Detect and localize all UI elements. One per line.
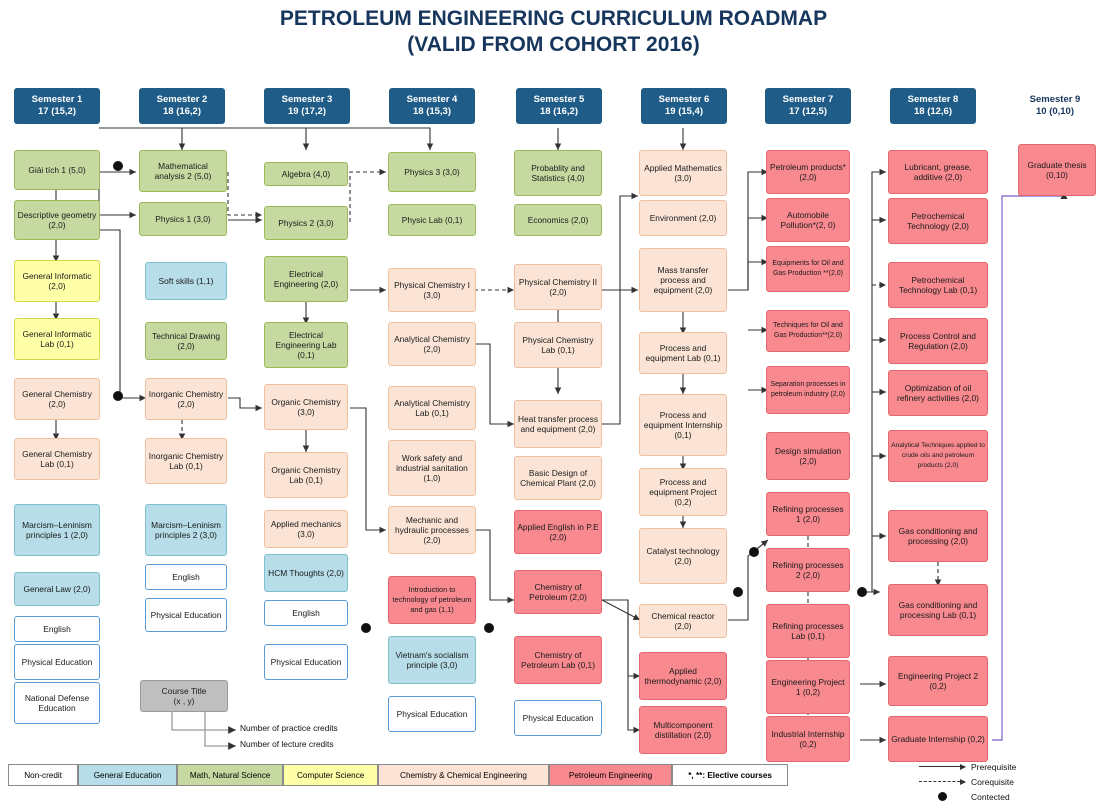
semester-header-7 [765, 88, 851, 124]
course-electrical-engineering[interactable] [264, 256, 348, 302]
course-applied-thermodynamic[interactable] [639, 652, 727, 700]
semester-5-credits: 18 (16,2) [539, 106, 579, 117]
legend-noncredit [8, 764, 78, 786]
course-mass-transfer[interactable] [639, 248, 727, 312]
course-physical-chemistry-lab[interactable] [514, 322, 602, 368]
course-label: Physical Education [270, 657, 342, 667]
course-english-s1[interactable] [14, 616, 100, 642]
course-graduate-thesis[interactable] [1018, 144, 1096, 196]
course-hcm-thoughts[interactable] [264, 554, 348, 592]
legend-label: *, **: Elective courses [688, 770, 772, 780]
course-economics[interactable] [514, 204, 602, 236]
course-physical-education-s4[interactable] [388, 696, 476, 732]
course-label: Applied thermodynamic (2,0) [644, 666, 722, 686]
course-electrical-engineering-lab[interactable] [264, 322, 348, 368]
course-label: Environment (2,0) [649, 213, 717, 223]
course-refining-processes-lab[interactable] [766, 604, 850, 658]
legend-label: Petroleum Engineering [568, 770, 653, 780]
course-vietnam-socialism-principle[interactable] [388, 636, 476, 684]
course-organic-chemistry[interactable] [264, 384, 348, 430]
course-label: Soft skills (1,1) [158, 276, 214, 286]
course-label: Automobile Pollution*(2, 0) [780, 210, 836, 230]
course-label: Industrial Internship (0,2) [771, 729, 845, 749]
legend-elective-note [672, 764, 788, 786]
course-automobile-pollution[interactable] [766, 198, 850, 242]
semester-header-3 [264, 88, 350, 124]
course-label: Refining processes 2 (2,0) [772, 560, 844, 580]
course-label: Engineering Project 2 (0,2) [897, 671, 979, 691]
course-analytical-chemistry[interactable] [388, 322, 476, 366]
course-english-s3[interactable] [264, 600, 348, 626]
course-label: Algebra (4,0) [281, 169, 331, 179]
legend-computer-science [283, 764, 378, 786]
legend-general-education [78, 764, 177, 786]
course-analytical-chemistry-lab[interactable] [388, 386, 476, 430]
course-label: Physical Education [21, 657, 93, 667]
course-label: Mathematical analysis 2 (5,0) [154, 161, 212, 181]
course-label: Physics 1 (3,0) [155, 214, 211, 224]
course-physical-chemistry-1[interactable] [388, 268, 476, 312]
course-label: Petrochemical Technology (2,0) [907, 211, 969, 231]
semester-1-credits: 17 (15,2) [37, 106, 77, 117]
semester-header-5 [516, 88, 602, 124]
arrow-key-corequisite [919, 775, 1099, 788]
course-label: Basic Design of Chemical Plant (2,0) [520, 468, 596, 488]
semester-4-credits: 18 (15,3) [412, 106, 452, 117]
legend-label: Math, Natural Science [189, 770, 271, 780]
course-label: Graduate thesis (0,10) [1027, 160, 1087, 180]
course-catalyst-technology[interactable] [639, 528, 727, 584]
course-physical-education-s5[interactable] [514, 700, 602, 736]
course-label: Heat transfer process and equipment (2,0) [517, 414, 599, 434]
course-chemistry-of-petroleum[interactable] [514, 570, 602, 614]
course-label: Physics 3 (3,0) [404, 167, 460, 177]
course-label: Physical Chemistry Lab (0,1) [522, 335, 594, 355]
course-work-safety[interactable] [388, 440, 476, 496]
course-label: English [292, 608, 320, 618]
course-title-key-box [140, 680, 228, 712]
page-title [0, 6, 1107, 58]
node-dot-icon [919, 792, 965, 801]
course-label: Marcism–Leninism principles 1 (2,0) [22, 520, 92, 540]
course-organic-chemistry-lab[interactable] [264, 452, 348, 498]
course-label: Multicomponent distillation (2,0) [653, 720, 713, 740]
course-process-equipment-internship[interactable] [639, 394, 727, 456]
course-techniques-oil-gas-production[interactable] [766, 310, 850, 352]
course-process-control-regulation[interactable] [888, 318, 988, 364]
course-label: English [43, 624, 71, 634]
course-label: HCM Thoughts (2,0) [268, 568, 344, 578]
course-label: Electrical Engineering Lab (0,1) [275, 330, 337, 360]
course-process-equipment-lab[interactable] [639, 332, 727, 374]
course-inorganic-chemistry[interactable] [145, 378, 227, 420]
semester-9-credits: 10 (0,10) [1035, 106, 1075, 117]
course-physical-education-s3[interactable] [264, 644, 348, 680]
title-line-2: (VALID FROM COHORT 2016) [407, 33, 700, 56]
semester-2-name: Semester 2 [156, 94, 208, 105]
course-refining-processes-1[interactable] [766, 492, 850, 536]
course-label: Techniques for Oil and Gas Production**(2,0) [773, 322, 843, 339]
legend-chemistry [378, 764, 549, 786]
course-giai-tich-1[interactable] [14, 150, 100, 190]
title-line-1: PETROLEUM ENGINEERING CURRICULUM ROADMAP [279, 7, 828, 30]
course-label: Petrochemical Technology Lab (0,1) [898, 275, 978, 295]
course-label: Work safety and industrial sanitation (1,0) [396, 453, 468, 483]
course-label: Applied English in P.E (2,0) [517, 522, 599, 542]
dashed-arrow-icon [919, 781, 965, 782]
course-label: Chemistry of Petroleum (2,0) [529, 582, 587, 602]
course-label: Physic Lab (0,1) [401, 215, 463, 225]
course-analytical-techniques-crude-oils[interactable] [888, 430, 988, 482]
semester-8-credits: 18 (12,6) [913, 106, 953, 117]
course-optimization-refinery[interactable] [888, 370, 988, 416]
course-label: Physical Chemistry II (2,0) [518, 277, 598, 297]
semester-7-name: Semester 7 [782, 94, 834, 105]
course-label: Organic Chemistry (3,0) [271, 397, 341, 417]
semester-9-name: Semester 9 [1029, 94, 1081, 105]
course-label: Electrical Engineering (2,0) [273, 269, 339, 289]
course-english-s2[interactable] [145, 564, 227, 590]
semester-header-8 [890, 88, 976, 124]
course-label: Gas conditioning and processing Lab (0,1) [898, 600, 978, 620]
key-note-practice: Number of practice credits [240, 723, 338, 733]
course-label: Chemistry of Petroleum Lab (0,1) [520, 650, 596, 670]
course-intro-petroleum-gas[interactable] [388, 576, 476, 624]
course-general-chemistry-lab[interactable] [14, 438, 100, 480]
course-label: Design simulation (2,0) [774, 446, 842, 466]
legend-math-natural-science [177, 764, 283, 786]
course-petrochemical-technology-lab[interactable] [888, 262, 988, 308]
course-gas-conditioning-processing[interactable] [888, 510, 988, 562]
course-separation-processes[interactable] [766, 366, 850, 414]
legend-label: Non-credit [24, 770, 63, 780]
course-label: Economics (2,0) [527, 215, 589, 225]
course-refining-processes-2[interactable] [766, 548, 850, 592]
course-label: Process and equipment Lab (0,1) [645, 343, 721, 363]
course-engineering-project-2[interactable] [888, 656, 988, 706]
course-label: Analytical Chemistry (2,0) [394, 334, 470, 354]
course-gas-conditioning-processing-lab[interactable] [888, 584, 988, 636]
course-label: Mechanic and hydraulic processes (2,0) [394, 515, 469, 545]
course-multicomponent-distillation[interactable] [639, 706, 727, 754]
course-label: Chemical reactor (2,0) [651, 611, 715, 631]
course-petrochemical-technology[interactable] [888, 198, 988, 244]
course-label: General Chemistry (2,0) [22, 389, 92, 409]
key-title-line-2: (x , y) [173, 696, 195, 706]
course-basic-design-chemical-plant[interactable] [514, 456, 602, 500]
semester-header-2 [139, 88, 225, 124]
course-label: Technical Drawing (2,0) [152, 331, 220, 351]
course-physic-lab[interactable] [388, 204, 476, 236]
course-applied-mathematics[interactable] [639, 150, 727, 196]
course-label: Refining processes 1 (2,0) [772, 504, 844, 524]
course-chemistry-of-petroleum-lab[interactable] [514, 636, 602, 684]
course-label: Introduction to technology of petroleum and gas (1,1) [392, 585, 472, 614]
course-label: Process and equipment Internship (0,1) [643, 410, 723, 440]
course-label: Giải tích 1 (5,0) [28, 165, 86, 175]
legend-label: Computer Science [297, 770, 365, 780]
course-label: Analytical Techniques applied to crude oils and petroleum products (2,0) [891, 442, 985, 469]
course-technical-drawing[interactable] [145, 322, 227, 360]
course-general-chemistry[interactable] [14, 378, 100, 420]
course-label: Applied mechanics (3,0) [270, 519, 342, 539]
course-graduate-internship[interactable] [888, 716, 988, 762]
semester-header-4 [389, 88, 475, 124]
course-label: Analytical Chemistry Lab (0,1) [394, 398, 470, 418]
course-chemical-reactor[interactable] [639, 604, 727, 638]
course-label: Mass transfer process and equipment (2,0) [653, 265, 713, 295]
arrow-key [919, 760, 1099, 805]
semester-8-name: Semester 8 [907, 94, 959, 105]
legend-label: General Education [93, 770, 162, 780]
course-inorganic-chemistry-lab[interactable] [145, 438, 227, 484]
course-general-informatic[interactable] [14, 260, 100, 302]
course-label: Engineering Project 1 (0,2) [771, 677, 845, 697]
course-label: Marcism–Leninism principles 2 (3,0) [151, 520, 221, 540]
semester-6-name: Semester 6 [658, 94, 710, 105]
course-soft-skills[interactable] [145, 262, 227, 300]
course-label: Descriptive geometry (2,0) [17, 210, 97, 230]
legend [8, 764, 788, 786]
course-algebra[interactable] [264, 162, 348, 186]
course-engineering-project-1[interactable] [766, 660, 850, 714]
course-lubricant-grease-additive[interactable] [888, 150, 988, 194]
semester-1-name: Semester 1 [31, 94, 83, 105]
course-marxism-1[interactable] [14, 504, 100, 556]
semester-2-credits: 18 (16,2) [162, 106, 202, 117]
course-physical-education-s1[interactable] [14, 644, 100, 680]
course-physical-education-s2[interactable] [145, 598, 227, 632]
course-physical-chemistry-2[interactable] [514, 264, 602, 310]
course-label: Process and equipment Project (0,2) [649, 477, 717, 507]
arrow-key-prerequisite [919, 760, 1099, 773]
course-label: Physical Education [522, 713, 594, 723]
course-label: Applied Mathematics (3,0) [644, 163, 722, 183]
key-note-lecture: Number of lecture credits [240, 739, 334, 749]
course-national-defense-education[interactable] [14, 682, 100, 724]
course-label: Physical Chemistry I (3,0) [394, 280, 470, 300]
arrow-key-label: Prerequisite [971, 761, 1017, 772]
semester-7-credits: 17 (12,5) [788, 106, 828, 117]
semester-header-9 [1012, 88, 1098, 124]
course-label: Process Control and Regulation (2,0) [900, 331, 976, 351]
course-heat-transfer[interactable] [514, 400, 602, 448]
course-label: Vietnam's socialism principle (3,0) [395, 650, 469, 670]
course-physics-2[interactable] [264, 206, 348, 240]
course-applied-english-pe[interactable] [514, 510, 602, 554]
course-label: Gas conditioning and processing (2,0) [898, 526, 978, 546]
course-label: Lubricant, grease, additive (2,0) [904, 162, 972, 182]
course-marxism-2[interactable] [145, 504, 227, 556]
course-label: General Law (2,0) [23, 584, 91, 594]
course-label: National Defense Education [24, 693, 90, 713]
course-equipments-oil-gas-production[interactable] [766, 246, 850, 292]
legend-petroleum-engineering [549, 764, 672, 786]
course-label: General Chemistry Lab (0,1) [22, 449, 92, 469]
course-mathematical-analysis-2[interactable] [139, 150, 227, 192]
course-process-equipment-project[interactable] [639, 468, 727, 516]
course-general-informatic-lab[interactable] [14, 318, 100, 360]
course-design-simulation[interactable] [766, 432, 850, 480]
semester-4-name: Semester 4 [406, 94, 458, 105]
course-label: Petroleum products* (2,0) [770, 162, 846, 182]
course-label: General Informatic Lab (0,1) [22, 329, 92, 349]
arrow-key-label: Corequisite [971, 776, 1014, 787]
course-label: Physics 2 (3,0) [278, 218, 334, 228]
course-probability-statistics[interactable] [514, 150, 602, 196]
course-label: Inorganic Chemistry Lab (0,1) [148, 451, 224, 471]
course-label: Separation processes in petroleum industry (2,0) [770, 381, 846, 398]
course-environment[interactable] [639, 200, 727, 236]
course-industrial-internship[interactable] [766, 716, 850, 762]
semester-3-name: Semester 3 [281, 94, 333, 105]
course-label: General Informatic (2,0) [22, 271, 92, 291]
course-label: Catalyst technology (2,0) [646, 546, 720, 566]
semester-6-credits: 19 (15,4) [664, 106, 704, 117]
course-label: Equipments for Oil and Gas Production **(2,0) [772, 260, 844, 277]
course-label: Graduate Internship (0,2) [891, 734, 985, 744]
course-label: Organic Chemistry Lab (0,1) [271, 465, 341, 485]
semester-header-6 [641, 88, 727, 124]
arrow-key-label: Contected [971, 791, 1010, 802]
semester-5-name: Semester 5 [533, 94, 585, 105]
course-physics-3[interactable] [388, 152, 476, 192]
course-label: English [172, 572, 200, 582]
course-general-law[interactable] [14, 572, 100, 606]
key-title-line-1: Course Title [161, 686, 207, 696]
course-label: Physical Education [150, 610, 222, 620]
semester-3-credits: 19 (17,2) [287, 106, 327, 117]
course-label: Optimization of oil refinery activities (2,0) [897, 383, 979, 403]
legend-label: Chemistry & Chemical Engineering [400, 770, 527, 780]
course-mechanic-hydraulic-processes[interactable] [388, 506, 476, 554]
course-label: Physical Education [396, 709, 468, 719]
course-label: Refining processes Lab (0,1) [772, 621, 844, 641]
course-descriptive-geometry[interactable] [14, 200, 100, 240]
course-petroleum-products[interactable] [766, 150, 850, 194]
semester-header-1 [14, 88, 100, 124]
course-label: Inorganic Chemistry (2,0) [148, 389, 224, 409]
course-label: Probablity and Statistics (4,0) [531, 163, 585, 183]
course-applied-mechanics[interactable] [264, 510, 348, 548]
course-physics-1[interactable] [139, 202, 227, 236]
solid-arrow-icon [919, 766, 965, 767]
